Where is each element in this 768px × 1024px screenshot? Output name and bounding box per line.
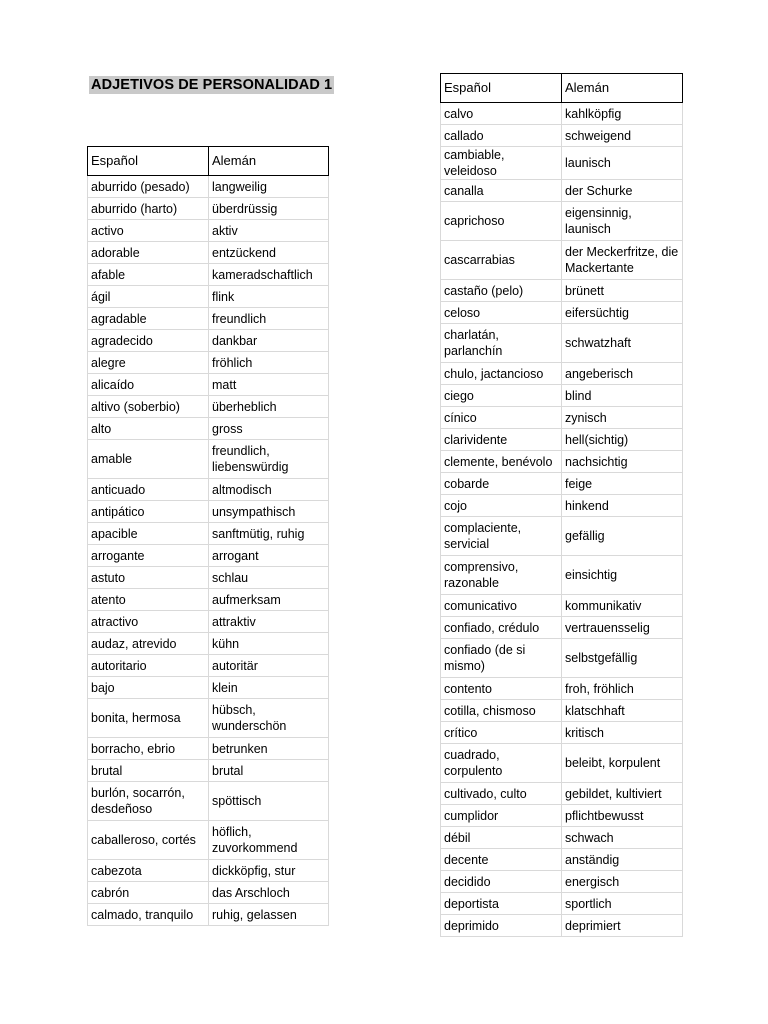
table-row bbox=[441, 147, 683, 180]
table-row bbox=[88, 352, 329, 374]
german-translation: eigensinnig, launisch bbox=[562, 202, 683, 241]
german-translation: energisch bbox=[562, 871, 683, 893]
german-translation: sportlich bbox=[562, 893, 683, 915]
spanish-term: decente bbox=[441, 849, 562, 871]
spanish-term: caprichoso bbox=[441, 202, 562, 241]
german-translation: vertrauensselig bbox=[562, 617, 683, 639]
table-row bbox=[88, 904, 329, 926]
table-row bbox=[88, 677, 329, 699]
german-translation: gross bbox=[209, 418, 329, 440]
page-title: ADJETIVOS DE PERSONALIDAD 1 bbox=[91, 77, 333, 93]
table-row bbox=[441, 302, 683, 324]
german-translation: betrunken bbox=[209, 738, 329, 760]
spanish-term: castaño (pelo) bbox=[441, 280, 562, 302]
german-translation: flink bbox=[209, 286, 329, 308]
spanish-term: deportista bbox=[441, 893, 562, 915]
german-translation: klein bbox=[209, 677, 329, 699]
german-translation: schlau bbox=[209, 567, 329, 589]
german-translation: aktiv bbox=[209, 220, 329, 242]
spanish-term: agradable bbox=[88, 308, 209, 330]
spanish-term: adorable bbox=[88, 242, 209, 264]
table-row bbox=[88, 633, 329, 655]
spanish-term: contento bbox=[441, 678, 562, 700]
spanish-term: autoritario bbox=[88, 655, 209, 677]
spanish-term: agradecido bbox=[88, 330, 209, 352]
table-row bbox=[88, 198, 329, 220]
german-translation: hinkend bbox=[562, 495, 683, 517]
spanish-term: bajo bbox=[88, 677, 209, 699]
german-translation: schwatzhaft bbox=[562, 324, 683, 363]
table-row bbox=[88, 440, 329, 479]
table-row bbox=[441, 893, 683, 915]
spanish-term: apacible bbox=[88, 523, 209, 545]
spanish-term: comunicativo bbox=[441, 595, 562, 617]
column-header-spanish: Español bbox=[88, 147, 209, 176]
spanish-term: confiado (de si mismo) bbox=[441, 639, 562, 678]
spanish-term: ágil bbox=[88, 286, 209, 308]
table-row bbox=[441, 241, 683, 280]
spanish-term: alegre bbox=[88, 352, 209, 374]
spanish-term: calvo bbox=[441, 103, 562, 125]
table-row bbox=[441, 324, 683, 363]
column-header-spanish: Español bbox=[441, 74, 562, 103]
table-row bbox=[88, 567, 329, 589]
german-translation: autoritär bbox=[209, 655, 329, 677]
german-translation: kühn bbox=[209, 633, 329, 655]
table-row bbox=[441, 556, 683, 595]
german-translation: der Meckerfritze, die Mackertante bbox=[562, 241, 683, 280]
german-translation: beleibt, korpulent bbox=[562, 744, 683, 783]
table-row bbox=[441, 280, 683, 302]
table-row bbox=[441, 595, 683, 617]
german-translation: launisch bbox=[562, 147, 683, 180]
german-translation: gefällig bbox=[562, 517, 683, 556]
german-translation: überdrüssig bbox=[209, 198, 329, 220]
german-translation: höflich, zuvorkommend bbox=[209, 821, 329, 860]
spanish-term: cobarde bbox=[441, 473, 562, 495]
german-translation: deprimiert bbox=[562, 915, 683, 937]
table-row bbox=[88, 220, 329, 242]
german-translation: hell(sichtig) bbox=[562, 429, 683, 451]
table-row bbox=[88, 396, 329, 418]
table-row bbox=[441, 871, 683, 893]
german-translation: arrogant bbox=[209, 545, 329, 567]
spanish-term: burlón, socarrón, desdeñoso bbox=[88, 782, 209, 821]
spanish-term: anticuado bbox=[88, 479, 209, 501]
spanish-term: ciego bbox=[441, 385, 562, 407]
table-row bbox=[88, 589, 329, 611]
german-translation: kritisch bbox=[562, 722, 683, 744]
table-row bbox=[441, 849, 683, 871]
german-translation: hübsch, wunderschön bbox=[209, 699, 329, 738]
spanish-term: cabezota bbox=[88, 860, 209, 882]
german-translation: altmodisch bbox=[209, 479, 329, 501]
german-translation: langweilig bbox=[209, 176, 329, 198]
table-row bbox=[88, 738, 329, 760]
german-translation: kommunikativ bbox=[562, 595, 683, 617]
table-row bbox=[88, 242, 329, 264]
table-row bbox=[441, 429, 683, 451]
table-row bbox=[88, 611, 329, 633]
spanish-term: cambiable, veleidoso bbox=[441, 147, 562, 180]
spanish-term: clemente, benévolo bbox=[441, 451, 562, 473]
spanish-term: deprimido bbox=[441, 915, 562, 937]
german-translation: attraktiv bbox=[209, 611, 329, 633]
german-translation: schwach bbox=[562, 827, 683, 849]
table-row bbox=[88, 523, 329, 545]
spanish-term: chulo, jactancioso bbox=[441, 363, 562, 385]
german-translation: der Schurke bbox=[562, 180, 683, 202]
table-row bbox=[88, 882, 329, 904]
german-translation: feige bbox=[562, 473, 683, 495]
table-row bbox=[441, 805, 683, 827]
german-translation: dankbar bbox=[209, 330, 329, 352]
table-row bbox=[441, 700, 683, 722]
table-row bbox=[441, 517, 683, 556]
german-translation: selbstgefällig bbox=[562, 639, 683, 678]
spanish-term: cultivado, culto bbox=[441, 783, 562, 805]
german-translation: nachsichtig bbox=[562, 451, 683, 473]
german-translation: freundlich, liebenswürdig bbox=[209, 440, 329, 479]
spanish-term: altivo (soberbio) bbox=[88, 396, 209, 418]
column-header-german: Alemán bbox=[209, 147, 329, 176]
spanish-term: decidido bbox=[441, 871, 562, 893]
spanish-term: cojo bbox=[441, 495, 562, 517]
table-row bbox=[441, 451, 683, 473]
spanish-term: bonita, hermosa bbox=[88, 699, 209, 738]
spanish-term: cabrón bbox=[88, 882, 209, 904]
german-translation: das Arschloch bbox=[209, 882, 329, 904]
spanish-term: calmado, tranquilo bbox=[88, 904, 209, 926]
spanish-term: cumplidor bbox=[441, 805, 562, 827]
spanish-term: astuto bbox=[88, 567, 209, 589]
german-translation: spöttisch bbox=[209, 782, 329, 821]
spanish-term: complaciente, servicial bbox=[441, 517, 562, 556]
german-translation: brutal bbox=[209, 760, 329, 782]
spanish-term: afable bbox=[88, 264, 209, 286]
spanish-term: canalla bbox=[441, 180, 562, 202]
spanish-term: alicaído bbox=[88, 374, 209, 396]
table-row bbox=[441, 202, 683, 241]
german-translation: angeberisch bbox=[562, 363, 683, 385]
table-row bbox=[441, 473, 683, 495]
table-row bbox=[88, 479, 329, 501]
german-translation: unsympathisch bbox=[209, 501, 329, 523]
column-header-german: Alemán bbox=[562, 74, 683, 103]
german-translation: dickköpfig, stur bbox=[209, 860, 329, 882]
spanish-term: cínico bbox=[441, 407, 562, 429]
table-row bbox=[88, 330, 329, 352]
spanish-term: aburrido (pesado) bbox=[88, 176, 209, 198]
german-translation: pflichtbewusst bbox=[562, 805, 683, 827]
german-translation: einsichtig bbox=[562, 556, 683, 595]
table-row bbox=[88, 286, 329, 308]
spanish-term: antipático bbox=[88, 501, 209, 523]
german-translation: froh, fröhlich bbox=[562, 678, 683, 700]
german-translation: überheblich bbox=[209, 396, 329, 418]
table-row bbox=[88, 545, 329, 567]
german-translation: anständig bbox=[562, 849, 683, 871]
spanish-term: confiado, crédulo bbox=[441, 617, 562, 639]
table-row bbox=[88, 699, 329, 738]
table-row bbox=[88, 782, 329, 821]
table-row bbox=[441, 722, 683, 744]
table-row bbox=[88, 860, 329, 882]
table-row bbox=[88, 374, 329, 396]
table-row bbox=[441, 639, 683, 678]
german-translation: kahlköpfig bbox=[562, 103, 683, 125]
spanish-term: atractivo bbox=[88, 611, 209, 633]
spanish-term: aburrido (harto) bbox=[88, 198, 209, 220]
german-translation: gebildet, kultiviert bbox=[562, 783, 683, 805]
spanish-term: cotilla, chismoso bbox=[441, 700, 562, 722]
german-translation: freundlich bbox=[209, 308, 329, 330]
spanish-term: brutal bbox=[88, 760, 209, 782]
spanish-term: borracho, ebrio bbox=[88, 738, 209, 760]
spanish-term: clarividente bbox=[441, 429, 562, 451]
german-translation: fröhlich bbox=[209, 352, 329, 374]
spanish-term: callado bbox=[441, 125, 562, 147]
german-translation: zynisch bbox=[562, 407, 683, 429]
spanish-term: caballeroso, cortés bbox=[88, 821, 209, 860]
table-row bbox=[441, 407, 683, 429]
spanish-term: cascarrabias bbox=[441, 241, 562, 280]
table-row bbox=[441, 744, 683, 783]
table-row bbox=[441, 125, 683, 147]
german-translation: matt bbox=[209, 374, 329, 396]
spanish-term: comprensivo, razonable bbox=[441, 556, 562, 595]
spanish-term: arrogante bbox=[88, 545, 209, 567]
vocabulary-table-left bbox=[87, 146, 329, 926]
table-row bbox=[441, 495, 683, 517]
german-translation: kameradschaftlich bbox=[209, 264, 329, 286]
table-row bbox=[88, 501, 329, 523]
german-translation: aufmerksam bbox=[209, 589, 329, 611]
table-row bbox=[441, 180, 683, 202]
german-translation: sanftmütig, ruhig bbox=[209, 523, 329, 545]
vocabulary-table-right bbox=[440, 73, 683, 937]
table-row bbox=[441, 783, 683, 805]
table-row bbox=[88, 760, 329, 782]
spanish-term: audaz, atrevido bbox=[88, 633, 209, 655]
table-row bbox=[88, 655, 329, 677]
table-row bbox=[88, 308, 329, 330]
german-translation: schweigend bbox=[562, 125, 683, 147]
german-translation: brünett bbox=[562, 280, 683, 302]
spanish-term: amable bbox=[88, 440, 209, 479]
german-translation: entzückend bbox=[209, 242, 329, 264]
table-row bbox=[441, 363, 683, 385]
german-translation: klatschhaft bbox=[562, 700, 683, 722]
table-row bbox=[441, 678, 683, 700]
table-row bbox=[441, 915, 683, 937]
table-row bbox=[88, 264, 329, 286]
spanish-term: activo bbox=[88, 220, 209, 242]
table-row bbox=[441, 385, 683, 407]
german-translation: ruhig, gelassen bbox=[209, 904, 329, 926]
spanish-term: celoso bbox=[441, 302, 562, 324]
spanish-term: crítico bbox=[441, 722, 562, 744]
spanish-term: alto bbox=[88, 418, 209, 440]
table-row bbox=[441, 617, 683, 639]
german-translation: blind bbox=[562, 385, 683, 407]
spanish-term: charlatán, parlanchín bbox=[441, 324, 562, 363]
spanish-term: atento bbox=[88, 589, 209, 611]
table-row bbox=[88, 418, 329, 440]
table-row bbox=[88, 176, 329, 198]
spanish-term: cuadrado, corpulento bbox=[441, 744, 562, 783]
table-row bbox=[441, 103, 683, 125]
spanish-term: débil bbox=[441, 827, 562, 849]
table-row bbox=[441, 827, 683, 849]
german-translation: eifersüchtig bbox=[562, 302, 683, 324]
table-row bbox=[88, 821, 329, 860]
